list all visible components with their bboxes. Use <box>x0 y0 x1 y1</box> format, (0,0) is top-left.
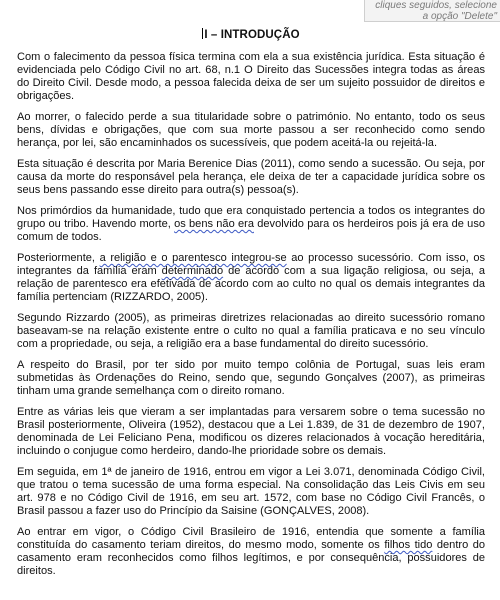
section-heading-text: I – INTRODUÇÃO <box>204 29 300 41</box>
paragraph-text: devolvido para os herdeiros pois já era de uso comum de todos. <box>17 218 485 243</box>
paragraph-text: A respeito do Brasil, por ter sido por muito tempo colônia de Portugal, suas leis eram submetidas às Ordenações do Reino, sendo que, segundo Gonçalves (2007), as primeiras tinham uma grande semelhança com o direito romano. <box>17 359 485 397</box>
document-page[interactable] <box>17 28 485 586</box>
paragraph <box>17 158 485 197</box>
paragraph <box>17 205 485 244</box>
paragraph-text: Ao morrer, o falecido perde a sua titularidade sobre o património. No entanto, todo os seus bens, dívidas e obrigações, que com sua morte passou a ser reconhecido como sendo herança, por lei, são encaminhados os sucessíveis, que podem aceitá-la ou rejeitá-la. <box>17 111 485 149</box>
paragraph <box>17 526 485 578</box>
paragraph-text: dentro do casamento eram reconhecidos como filhos legítimos, e por consequência, possuidores de direitos. <box>17 539 486 577</box>
grammar-flagged-text[interactable]: os bens não era <box>174 218 254 230</box>
paragraph-text: Segundo Rizzardo (2005), as primeiras diretrizes relacionadas ao direito sucessório romano baseavam-se na relação existente entre o culto no qual a família praticava e no seu vínculo com a propriedade, ou seja, a religião era a base fundamental do direito sucessório. <box>17 312 485 350</box>
paragraph <box>17 51 485 103</box>
paragraph <box>17 252 485 304</box>
paragraph-text: Ao entrar em vigor, o Código Civil Brasileiro de 1916, entendia que somente a família constituída do casamento teriam direitos, do mesmo modo, somente os <box>17 526 485 551</box>
paragraph-text: ao processo sucessório. Com isso, os integrantes da família eram <box>17 252 486 277</box>
paragraph-text: Entre as várias leis que vieram a ser implantadas para versarem sobre o tema sucessão no Brasil posteriormente, Oliveira (1952), destacou que a Lei 1.839, de 31 de dezembro de 1907, denominada de Lei Feliciano Pena, modificou os dizeres relacionados à vocação hereditária, incluindo o conjugue como herdeiro, dando-lhe prioridade sobre os demais. <box>17 406 485 457</box>
paragraph-text: Com o falecimento da pessoa física termina com ela a sua existência jurídica. Esta situação é evidenciada pelo Código Civil no art. 68, n.1 O Direito das Sucessões integra todas as áreas do Direito Civil. Desde modo, a pessoa falecida deixa de ser um sujeito possuidor de direitos e obrigações. <box>17 51 485 102</box>
paragraph-text: Esta situação é descrita por Maria Berenice Dias (2011), como sendo a sucessão. Ou seja, por causa da morte do responsável pela herança, ele deixa de ter a capacidade jurídica sobre os seus bens passando esse direito para outra(s) pessoa(s). <box>17 158 485 196</box>
comment-tooltip <box>364 0 500 22</box>
paragraph <box>17 111 485 150</box>
section-heading <box>17 28 485 41</box>
document-body <box>17 51 485 578</box>
tooltip-line-1: cliques seguidos, selecione <box>375 0 497 11</box>
grammar-flagged-text[interactable]: a religião e o parentesco integrou-se <box>99 252 287 264</box>
tooltip-line-2: a opção "Delete" <box>422 11 497 22</box>
grammar-flagged-text[interactable]: filhos tido <box>384 539 433 551</box>
paragraph-text: Posteriormente, <box>17 252 100 264</box>
paragraph <box>17 312 485 351</box>
paragraph <box>17 406 485 458</box>
paragraph-text: de acordo com a sua ligação religiosa, ou seja, a relação de parentesco era efetivada de acordo com ao culto no qual os demais integrantes da família pertenciam (RIZZARDO, 2005). <box>17 265 485 303</box>
grammar-flagged-text[interactable]: determinado <box>161 265 224 277</box>
paragraph-text: Em seguida, em 1ª de janeiro de 1916, entrou em vigor a Lei 3.071, denominada Código Civil, que tratou o tema sucessão de uma forma especial. Na consolidação das Leis Civis em seu art. 978 e no Código Civil de 1916, em seu art. 1572, com base no Código Civil Francês, o Brasil passou a fazer uso do Princípio da Saisine (GONÇALVES, 2008). <box>17 466 485 517</box>
paragraph <box>17 466 485 518</box>
paragraph <box>17 359 485 398</box>
paragraph-text: Nos primórdios da humanidade, tudo que era conquistado pertencia a todos os integrantes do grupo ou tribo. Havendo morte, <box>17 205 485 230</box>
